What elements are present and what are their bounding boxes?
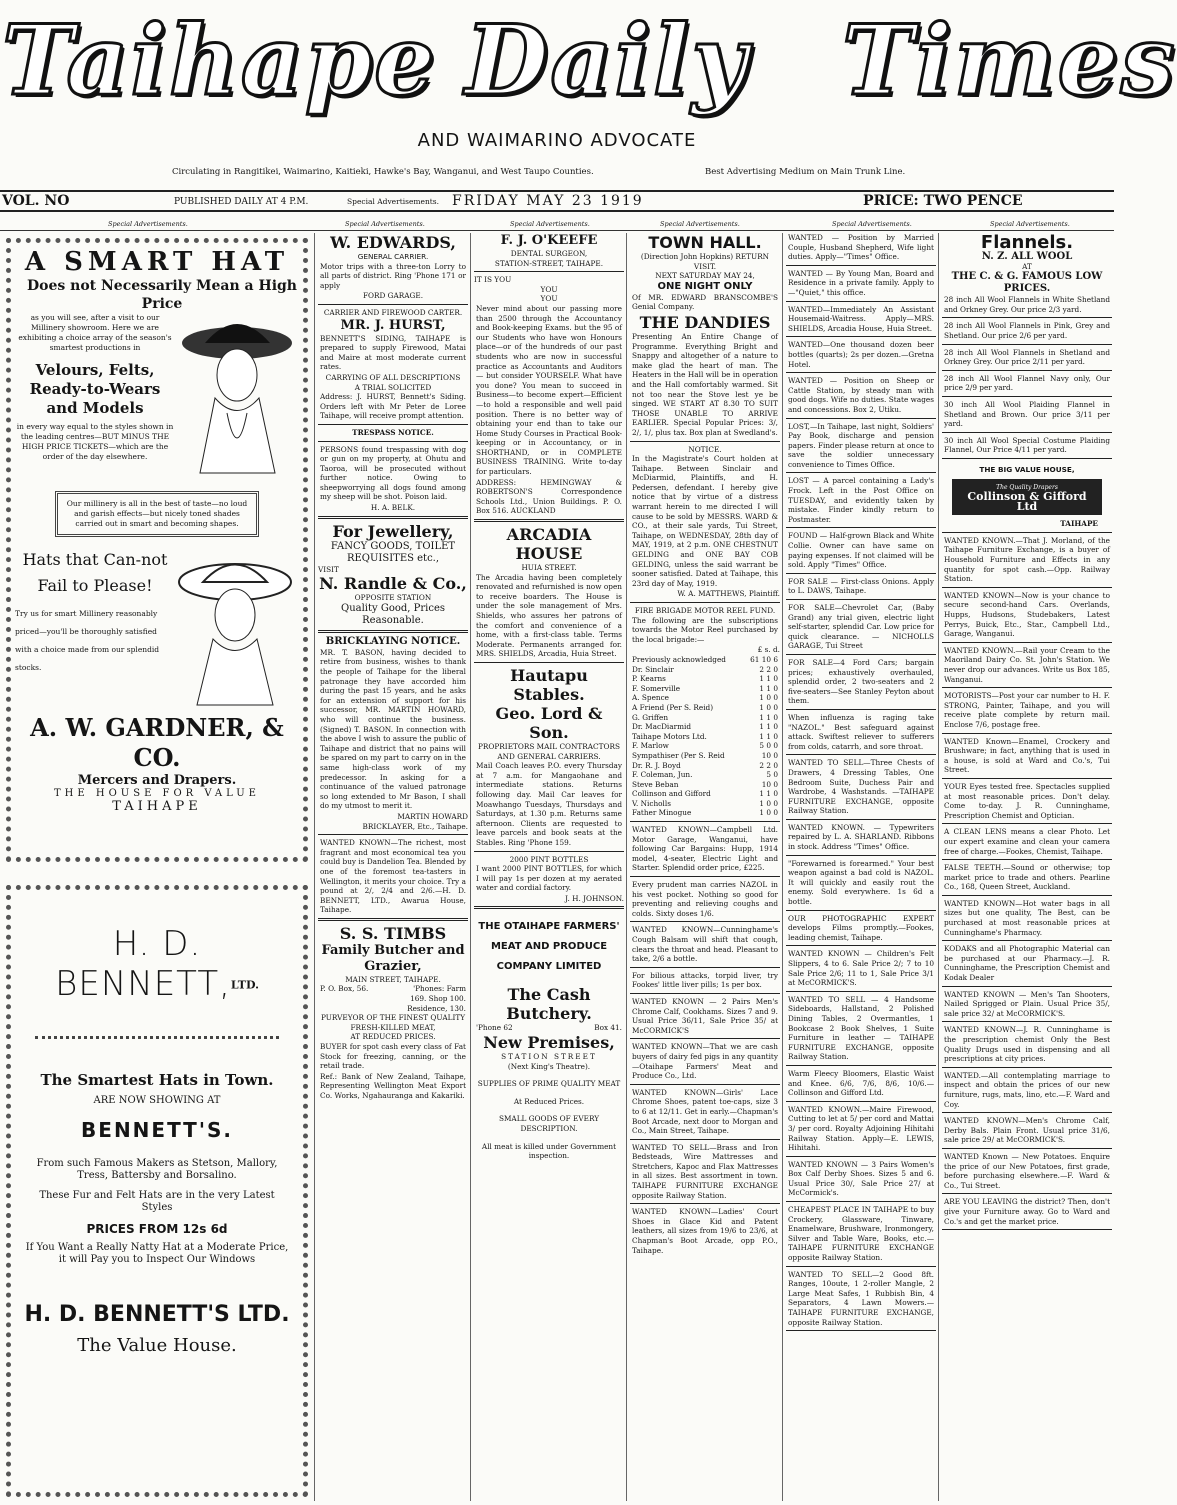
pills-ad: For bilious attacks, torpid liver, try Fookes' little liver pills; 1s per box. xyxy=(632,970,778,990)
pigs-ad: WANTED KNOWN—That we are cash buyers of dairy fed pigs in any quantity—Otaihape Farmers' Meat and Produce Co., Ltd. xyxy=(632,1042,778,1081)
campbell-ad: WANTED KNOWN—Campbell Ltd. Motor Garage, Wanganui, have following Car Bargains: Hupp, 1914 model, 4-seater, Electric Light and Starter. Splendid order price, £225. xyxy=(632,825,778,873)
bank-ref: Ref.: Bank of New Zealand, Taihape, Representing Wellington Meat Export Co. Works, Ngahauranga and Kakariki. xyxy=(320,1071,466,1100)
column-rule xyxy=(626,233,627,1501)
classified-ad: LOST,—In Taihape, last night, Soldiers' Pay Book, discharge and pension papers. Finder please return at once to save the soldier unnecessary convenience to Times Office. xyxy=(788,421,934,469)
girls-shoes-ad: WANTED KNOWN—Girls' Lace Chrome Shoes, patent toe-caps, size 3 to 6 at 12/11. Get in early.—Chapman's Boot Arcade, next door to Morgan and Co., Main Street, Taihape. xyxy=(632,1087,778,1136)
classified-ad: WANTED — Position on Sheep or Cattle Station, by steady man with good dogs. Wife no duties. State wages and concessions. Box 2, Utiku. xyxy=(788,376,934,414)
price-label: PRICE: TWO PENCE xyxy=(863,193,1023,209)
fire-row xyxy=(632,732,778,742)
government-inspection: All meat is killed under Government inspection. xyxy=(481,1141,617,1161)
classified-list xyxy=(786,233,936,1331)
fire-donor: F. Coleman, Jun. xyxy=(632,770,693,780)
fire-subscription-list xyxy=(630,655,780,818)
trespass-title: TRESPASS NOTICE. xyxy=(352,427,434,437)
fire-amount: 61 10 6 xyxy=(750,654,778,664)
fire-donor: Sympathiser (Per S. Reid xyxy=(632,750,725,760)
classified-ad: WANTED KNOWN — 3 Pairs Women's Box Calf Derby Shoes. Sizes 5 and 6. Usual Price 30/, Sale Price 27/ at McCormick's. xyxy=(788,1159,934,1198)
arcadia-house: ARCADIA HOUSE xyxy=(506,525,592,564)
classified-ad: 28 inch All Wool Flannels in Pink, Grey and Shetland. Our price 2/6 per yard. xyxy=(944,321,1110,340)
smart-hat-title: A SMART HAT xyxy=(24,247,290,277)
fire-donor: Father Minogue xyxy=(632,808,692,818)
classified-ad: WANTED KNOWN—Hot water bags in all sizes but one quality, The Best, can be purchased at most reasonable prices at Cunninghame's Pharmacy. xyxy=(944,898,1110,937)
classified-ad: WANTED — Position by Married Couple, Husband Shepherd, Wife light duties. Apply—"Times" Office. xyxy=(788,233,934,262)
fire-amount: 1 0 0 xyxy=(759,798,778,808)
bricklaying-title: BRICKLAYING NOTICE. xyxy=(325,635,461,647)
circulating-line: Circulating in Rangitikei, Waimarino, Kaitieki, Hawke's Bay, Wanganui, and West Taupo Counties. xyxy=(172,167,594,177)
small-goods: SMALL GOODS OF EVERY DESCRIPTION. xyxy=(498,1114,600,1134)
special-ads-top: Special Advertisements. xyxy=(347,197,440,206)
classified-ad: WANTED TO SELL — 4 Handsome Sideboards, Hallstand, 2 Polished Dining Tables, 2 Overmantles, 1 Bookcase 2 Book Shelves, 1 Suite Furniture in leather — TAIHAPE FURNITURE EXCHANGE, opposite Railway Station. xyxy=(788,994,934,1062)
okeefe-address: STATION-STREET, TAIHAPE. xyxy=(494,258,604,268)
cash-phone: 'Phone 62 xyxy=(476,1023,513,1033)
nazol-ad: Every prudent man carries NAZOL in his vest pocket. Nothing so good for preventing and relieving coughs and colds. Sixty doses 1/6. xyxy=(632,880,778,918)
fire-row xyxy=(632,741,778,751)
fire-donor: A Friend (Per S. Reid) xyxy=(632,702,714,712)
cash-butchery: The Cash Butchery. xyxy=(506,985,592,1024)
belk: H. A. BELK. xyxy=(370,503,416,513)
best-medium-line: Best Advertising Medium on Main Trunk Line. xyxy=(705,167,906,177)
famous-low-prices: THE C. & G. FAMOUS LOW PRICES. xyxy=(951,271,1103,295)
one-night-only: ONE NIGHT ONLY xyxy=(657,280,753,292)
column-2 xyxy=(318,233,468,1501)
lord-and-son: Geo. Lord & Son. xyxy=(495,703,603,742)
fire-brigade-title: FIRE BRIGADE MOTOR REEL FUND. xyxy=(634,606,776,615)
direction: (Direction John Hopkins) RETURN VISIT. xyxy=(640,252,770,271)
phones: 'Phones: Farm 169. Shop 100. Residence, 130. xyxy=(407,984,466,1013)
velours-body: in every way equal to the styles shown in the leading centres—BUT MINUS THE HIGH PRICE TICKETS—which are the order of the day elsewhere. xyxy=(16,422,174,461)
fire-amount: 10 0 xyxy=(761,779,778,789)
okeefe-name: F. J. O'KEEFE xyxy=(500,233,598,248)
edwards-name: W. EDWARDS, xyxy=(330,233,456,252)
fire-amount: 1 0 0 xyxy=(759,808,778,818)
company-of: Of MR. EDWARD BRANSCOMBE'S Genial Company. xyxy=(632,292,778,312)
it-is-you: IT IS YOU xyxy=(474,275,512,285)
pint-bottles-title: 2000 PINT BOTTLES xyxy=(509,854,589,864)
at-reduced: At Reduced Prices. xyxy=(513,1096,585,1106)
house-for-value: THE HOUSE FOR VALUE xyxy=(54,788,260,799)
jewellery: For Jewellery, xyxy=(332,521,454,541)
classified-ad: Warm Fleecy Bloomers, Elastic Waist and Knee. 6/6, 7/6, 8/6, 10/6.—Collinson and Gifford Ltd. xyxy=(788,1068,934,1098)
velours-heading: Velours, Felts, Ready-to-Wears and Models xyxy=(29,361,161,417)
fire-donor: F. Marlow xyxy=(632,741,669,751)
col6-classified-list xyxy=(942,536,1112,1230)
lady-hat-illustration-1 xyxy=(175,313,295,483)
bennett-advert xyxy=(6,885,308,1497)
natty-hat: If You Want a Really Natty Hat at a Moderate Price, it will Pay you to Inspect Our Windows xyxy=(25,1242,289,1265)
gardner-advert xyxy=(6,238,308,862)
johnson: J. H. JOHNSON. xyxy=(565,893,624,903)
classified-ad: YOUR Eyes tested free. Spectacles supplied at most reasonable prices. Don't delay. Come to-day. J. R. Cunninghame, Prescription Chemist and Optician. xyxy=(944,781,1110,820)
fire-row xyxy=(632,655,778,665)
trespass-body: PERSONS found trespassing with dog or gun on my property, at Ohutu and Taoroa, will be prosecuted without further notice. Owing to sheepworrying all dogs found among my sheep will be shot. Poison laid. xyxy=(320,444,466,502)
notice-title: NOTICE. xyxy=(688,444,722,454)
farmers-company: THE OTAIHAPE FARMERS' MEAT AND PRODUCE COMPANY LIMITED xyxy=(478,921,620,973)
fire-amount: 5 0 xyxy=(766,770,778,780)
fire-amount: 5 0 0 xyxy=(759,741,778,751)
column-rule xyxy=(782,233,783,1501)
fire-row xyxy=(632,693,778,703)
classified-ad: WANTED TO SELL—Three Chests of Drawers, 4 Dressing Tables, One Bedroom Suite, Duchess Pair and Wardrobe, 4 Washstands. —TAIHAPE FURNITURE EXCHANGE, opposite Railway Station. xyxy=(788,758,934,816)
lady-hat-illustration-2 xyxy=(175,547,295,707)
randle: N. Randle & Co., xyxy=(319,574,467,594)
column-6 xyxy=(942,233,1112,1501)
bennett-name: H. D. BENNETT, xyxy=(55,924,231,1004)
collinson-town: TAIHAPE xyxy=(1060,519,1098,529)
classified-ad: FALSE TEETH.—Sound or otherwise; top market price to trade and others. Pearline Co., 168, Queen Street, Auckland. xyxy=(944,863,1110,892)
ford-garage: FORD GARAGE. xyxy=(362,291,424,301)
fire-donor: V. Nicholls xyxy=(632,798,671,808)
next-kings: (Next King's Theatre). xyxy=(507,1061,591,1071)
fire-row xyxy=(632,789,778,799)
column-3 xyxy=(474,233,624,1501)
school-body: Never mind about our passing more than 2500 through the Accountancy and Book-keeping Exams. but the 95 of our Students who have won Honours place—or of the hundreds of our past students who are now in successful practice as Accountants and Auditors — but consider YOURSELF. What have you done? You mean to succeed in Business—to become expert—Efficient—to hold a responsible and well paid position. There is no better way of obtaining your end than to take our Home Study Courses in Practical Book-keeping or in Accountancy, or in SHORTHAND, or in COMPLETE BUSINESS TRAINING. Write to-day for particulars. xyxy=(476,303,622,477)
column-4 xyxy=(630,233,780,1501)
special-ads-label-4: Special Advertisements. xyxy=(660,220,740,228)
classified-ad: WANTED KNOWN.—Rail your Cream to the Maoriland Dairy Co. St. John's Station. We never drop our advances. Write us Box 185, Wanganui. xyxy=(944,645,1110,684)
special-ads-row xyxy=(0,220,1114,231)
bennetts-name: BENNETT'S. xyxy=(81,1118,233,1142)
masthead-times: Times xyxy=(842,4,1177,117)
classified-ad: 28 inch All Wool Flannels in White Shetland and Orkney Grey. Our price 2/3 yard. xyxy=(944,295,1110,314)
hat-body: as you will see, after a visit to our Millinery showroom. Here we are exhibiting a choice array of the season's smartest productions in xyxy=(18,313,172,352)
fire-amount: 1 1 0 xyxy=(759,712,778,722)
fire-donor: G. Griffen xyxy=(632,712,669,722)
classified-ad: "Forewarned is forearmed." Your best weapon against a bad cold is NAZOL. It will quickly and easily rout the enemy. Sold everywhere. 1s 6d a bottle. xyxy=(788,858,934,907)
masthead-taihape: Taihape xyxy=(2,4,438,117)
fancy-goods: FANCY GOODS, TOILET REQUISITES etc., xyxy=(330,540,456,564)
hurst-body: BENNETT'S SIDING, TAIHAPE is prepared to supply Firewood, Matai and Maire at most moderate current rates. xyxy=(320,333,466,372)
school-address: ADDRESS: HEMINGWAY & ROBERTSON'S Correspondence Schools Ltd., Union Buildings. P. O. Box 516. AUCKLAND xyxy=(476,477,622,516)
classified-ad: 30 inch All Wool Plaiding Flannel in Shetland and Brown. Our price 3/11 per yard. xyxy=(944,399,1110,429)
fire-row xyxy=(632,722,778,732)
classified-ad: FOR SALE—Chevrolet Car, (Baby Grand) any trial given, electric light self-starter, splendid Car. Low price for quick clearance. — NICHOLLS GARAGE, Tui Street xyxy=(788,603,934,651)
fire-donor: Dr. Sinclair xyxy=(632,664,674,674)
dandelion-tea: WANTED KNOWN—The richest, most fragrant and most economical tea you could buy is Dandelion Tea. Blended by one of the foremost tea-tasters in Wellington, it merits your choice. Try a pound at 2/, 2/4 and 2/6.—H. D. BENNETT, LTD., Awarua House, Taihape. xyxy=(320,838,466,915)
prime-meat: SUPPLIES OF PRIME QUALITY MEAT xyxy=(477,1079,621,1089)
classified-ad: WANTED Known — New Potatoes. Enquire the price of our New Potatoes, first grade, before purchasing elsewhere.—F. Ward & Co., Tui Street. xyxy=(944,1151,1110,1190)
fire-row xyxy=(632,808,778,818)
bedsteads-ad: WANTED TO SELL—Brass and Iron Bedsteads, Wire Mattresses and Stretchers, Kapoc and Flax Mattresses in all sizes. Best assortment in town. TAIHAPE FURNITURE EXCHANGE opposite Railway Station. xyxy=(632,1142,778,1200)
smartest-hats: The Smartest Hats in Town. xyxy=(40,1071,274,1089)
classified-ad: WANTED KNOWN — Men's Tan Shooters, Nailed Sprigged or Plain. Usual Price 35/, sale price 32/ at McCORMICK'S. xyxy=(944,989,1110,1018)
ladies-shoes-ad: WANTED KNOWN—Ladies' Court Shoes in Glace Kid and Patent leathers, all sizes from 19/6 to 23/6, at Chapman's Boot Arcade, opp P.O., Taihape. xyxy=(632,1207,778,1255)
dandies-body: Presenting An Entire Change of Programme. Everything Bright and Snappy and altogether of a nature to make glad the heart of man. The Heaters in the Hall will be in operation and the Hall comfortably warmed. Sit not too near the Stove lest ye be singed. WE START AT 8.30 TO SUIT THOSE UNABLE TO ARRIVE EARLIER. Special Popular Prices: 3/, 2/, 1/, plus tax. Box plan at Swedland's. xyxy=(632,331,778,437)
fire-row xyxy=(632,770,778,780)
date-label: FRIDAY MAY 23 1919 xyxy=(452,193,644,209)
column-5 xyxy=(786,233,936,1501)
classified-ad: WANTED—One thousand dozen beer bottles (quarts); 2s per dozen.—Gretna Hotel. xyxy=(788,340,934,369)
fire-donor: Collinson and Gifford xyxy=(632,789,711,799)
you: YOU xyxy=(540,284,558,294)
vol-no: VOL. NO xyxy=(2,193,70,209)
collinson-logo xyxy=(952,479,1102,516)
classified-ad: CHEAPEST PLACE IN TAIHAPE to buy Crockery, Glassware, Tinware, Enamelware, Brushware, Ironmongery, Silver and Table Ware, Books, etc.—TAIHAPE FURNITURE EXCHANGE opposite Railway Station. xyxy=(788,1205,934,1263)
fire-row xyxy=(632,713,778,723)
column-rule xyxy=(938,233,939,1501)
fire-intro: The following are the subscriptions towards the Motor Reel purchased by the local brigade:— xyxy=(632,615,778,644)
mercers-drapers: Mercers and Drapers. xyxy=(77,773,237,788)
bennett-ltd-2: H. D. BENNETT'S LTD. xyxy=(24,1302,290,1327)
millinery-box: Our millinery is all in the best of taste—no loud and garish effects—but nicely toned shades carried out in smart and becoming shapes. xyxy=(55,491,259,537)
next-saturday: NEXT SATURDAY MAY 24, xyxy=(655,271,755,281)
hurst-address: Address: J. HURST, Bennett's Siding. Orders left with Mr Peter de Loree Taihape, will receive prompt attention. xyxy=(320,392,466,421)
you-2: YOU xyxy=(540,294,558,304)
classified-ad: MOTORISTS—Post your car number to H. F. STRONG, Painter, Taihape, and you will receive plate complete by return mail. Enclose 7/6, postage free. xyxy=(944,691,1110,729)
fire-donor: A. Spence xyxy=(632,693,670,703)
bricklaying-body: MR. T. BASON, having decided to retire from business, wishes to thank the people of Taihape for the liberal patronage they have accorded him during the past 15 years, and he asks for an extension of support for his successor, MR. MARTIN HOWARD, who will continue the business. (Signed) T. BASON. In connection with the above I wish to assure the public of Taihape and district that no pains will be spared on my part to carry on in the same high-class work of my predecessor. In asking for a continuance of the valued patronage so long extended to Mr Bason, I shall do my utmost to merit it. xyxy=(320,647,466,811)
masthead-daily: Daily xyxy=(465,4,750,117)
fire-amount: 1 1 0 xyxy=(759,789,778,799)
pint-bottles-body: I want 2000 PINT BOTTLES, for which I will pay 1s per dozen at my aerated water and cordial factory. xyxy=(476,864,622,893)
classified-ad: WANTED KNOWN—J. R. Cunninghame is the prescription chemist Only the Best Quality Drugs used in dispensing and all prescriptions at city prices. xyxy=(944,1025,1110,1064)
classified-ad: A CLEAN LENS means a clear Photo. Let our expert examine and clean your camera free of charge.—Fookes, Chemist, Taihape. xyxy=(944,827,1110,856)
carrying: CARRYING OF ALL DESCRIPTIONS xyxy=(325,372,461,382)
family-butcher: Family Butcher and Grazier, xyxy=(321,942,465,974)
fire-row xyxy=(632,761,778,771)
classified-ad: WANTED — By Young Man, Board and Residence in a private family. Apply to—"Quiet," this office. xyxy=(788,268,934,297)
cash-box: Box 41. xyxy=(594,1023,622,1033)
special-ads-label-2: Special Advertisements. xyxy=(345,220,425,228)
buyer: BUYER for spot cash every class of Fat Stock for freezing, canning, or the retail trade. xyxy=(320,1042,466,1071)
flannel-items xyxy=(942,295,1112,459)
fire-donor: Previously acknowledged xyxy=(632,654,726,664)
visit: VISIT xyxy=(318,564,339,574)
proprietors: PROPRIETORS MAIL CONTRACTORS AND GENERAL CARRIERS. xyxy=(478,741,620,761)
classified-ad: ARE YOU LEAVING the district? Then, don't give your Furniture away. Go to Ward and Co.'s and get the market price. xyxy=(944,1197,1110,1226)
edwards-body: Motor trips with a three-ton Lorry to all parts of district. Ring 'Phone 171 or apply xyxy=(320,261,466,290)
gardner-town: TAIHAPE xyxy=(112,799,202,814)
now-showing: ARE NOW SHOWING AT xyxy=(93,1095,221,1106)
classified-ad: WANTED KNOWN. — Typewriters repaired by L. A. SHARLAND. Ribbons in stock. Address "Times" Office. xyxy=(788,822,934,852)
hautapu-stables: Hautapu Stables. xyxy=(510,665,588,704)
classified-ad: KODAKS and all Photographic Material can be purchased at our Pharmacy.—J. R. Cunninghame, the Prescription Chemist and Kodak Dealer xyxy=(944,944,1110,983)
fire-amount: 1 1 0 xyxy=(759,722,778,732)
fire-row xyxy=(632,751,778,761)
fire-donor: P. Kearns xyxy=(632,674,666,684)
fire-amount: 1 1 0 xyxy=(759,683,778,693)
fire-row xyxy=(632,780,778,790)
fur-felt: These Fur and Felt Hats are in the very Latest Styles xyxy=(39,1190,275,1213)
arcadia-body: The Arcadia having been completely renovated and refurnished is now open to receive boarders. The House is under the sole management of Mrs. Shields, who assures her patrons of the comfort and convenience of a home, with a first-class table. Terms Moderate. Permanents arranged for. MRS. SHIELDS, Arcadia, Huia Street. xyxy=(476,572,622,659)
the-dandies: THE DANDIES xyxy=(639,312,771,332)
classified-ad: WANTED—Immediately An Assistant Housemaid-Waitress. Apply—MRS. SHIELDS, Arcadia House, Huia Street. xyxy=(788,304,934,333)
quality-drapers: The Quality Drapers xyxy=(996,483,1058,491)
classified-ad: WANTED KNOWN.—Maire Firewood, Cutting to let at 5/ per cord and Mattai 3/ per cord. Royalty Adjoining Hihitahi Railway Station. Apply—E. LEWIS, Hihitahi. xyxy=(788,1104,934,1153)
classified-ad: 28 inch All Wool Flannel Navy only, Our price 2/9 per yard. xyxy=(944,373,1110,393)
howard-name: MARTIN HOWARD xyxy=(397,811,468,821)
fire-row xyxy=(632,674,778,684)
famous-makers: From such Famous Makers as Stetson, Mallory, Tress, Battersby and Borsalino. xyxy=(36,1158,278,1181)
fire-donor: Steve Beban xyxy=(632,779,679,789)
fire-amount: 2 2 0 xyxy=(759,664,778,674)
main-street: MAIN STREET, TAIHAPE. xyxy=(345,974,441,984)
reduced-prices: AT REDUCED PRICES. xyxy=(350,1032,436,1042)
classified-ad: OUR PHOTOGRAPHIC EXPERT develops Films promptly.—Fookes, leading chemist, Taihape. xyxy=(788,913,934,942)
column-rule xyxy=(314,233,315,1501)
classified-ad: WANTED KNOWN.—That J. Morland, of the Taihape Furniture Exchange, is a buyer of Household Furniture and Effects in any quantity for spot cash.—Opp. Railway Station. xyxy=(944,535,1110,584)
big-value-house: THE BIG VALUE HOUSE, xyxy=(979,464,1075,474)
smart-hat-subtitle: Does not Necessarily Mean a High Price xyxy=(27,278,297,312)
column-rule xyxy=(470,233,471,1501)
classified-ad: WANTED TO SELL—2 Good 8ft. Ranges, 10oute, 1 2-roller Mangle, 2 Large Meat Safes, 1 Rubbish Bin, 4 Separators, 4 Lawn Mowers.—TAIHAPE FURNITURE EXCHANGE, opposite Railway Station. xyxy=(788,1269,934,1327)
fire-donor: Dr. MacDiarmid xyxy=(632,722,692,732)
fire-amount: 1 1 0 xyxy=(759,674,778,684)
classified-ad: 30 inch All Wool Special Costume Plaiding Flannel, Our Price 4/11 per yard. xyxy=(944,435,1110,455)
fire-amount: 2 2 0 xyxy=(759,760,778,770)
classified-ad: WANTED KNOWN—Men's Chrome Calf, Derby Bals. Plain Front. Usual price 31/6, sale price 29/ at McCORMICK'S. xyxy=(944,1116,1110,1145)
howard-title: BRICKLAYER, Etc., Taihape. xyxy=(362,821,468,831)
new-premises: New Premises, xyxy=(483,1033,615,1053)
value-house: The Value House. xyxy=(77,1335,237,1356)
classified-ad: WANTED KNOWN — Children's Felt Slippers, 4 to 6. Sale Price 2/; 7 to 10 Sale Price 2/6; 11 to 1, Sale Price 3/1 at McCORMICK'S. xyxy=(788,949,934,988)
special-ads-label-6: Special Advertisements. xyxy=(990,220,1070,228)
classified-ad: FOR SALE — First-class Onions. Apply to L. DAWS, Taihape. xyxy=(788,576,934,596)
fire-cols: £ s. d. xyxy=(757,645,780,655)
town-hall: TOWN HALL. xyxy=(648,233,762,252)
classified-ad: WANTED KNOWN—Now is your chance to secure second-hand Cars. Overlands, Hupps, Hudsons, Studebakers, Latest Perrys, Buick, Etc., Star., Campbell Ltd., Garage, Wanganui. xyxy=(944,590,1110,639)
bennett-ltd: LTD. xyxy=(230,978,259,992)
quality-good: Quality Good, Prices Reasonable. xyxy=(341,602,445,626)
ornament-rule xyxy=(35,1036,279,1039)
hurst-name: MR. J. HURST, xyxy=(340,317,446,333)
purveyor: PURVEYOR OF THE FINEST QUALITY FRESH-KILLED MEAT, xyxy=(320,1013,466,1032)
fire-amount: 1 1 0 xyxy=(759,731,778,741)
classified-ad: When influenza is raging take "NAZOL." Best safeguard against attack. Swiftest reliever to sufferers from colds, catarrh, and sore throat. xyxy=(788,712,934,751)
classified-ad: LOST — A parcel containing a Lady's Frock. Left in the Post Office on TUESDAY, and evidently taken by mistake. Finder kindly return to Postmaster. xyxy=(788,476,934,524)
published-daily: PUBLISHED DAILY AT 4 P.M. xyxy=(174,197,309,207)
opposite-station: OPPOSITE STATION xyxy=(354,593,432,603)
fire-row xyxy=(632,799,778,809)
trial: A TRIAL SOLICITED xyxy=(354,382,432,392)
prices-from: PRICES FROM 12s 6d xyxy=(86,1222,228,1236)
timbs-name: S. S. TIMBS xyxy=(339,923,447,943)
notice-body: In the Magistrate's Court holden at Taihape. Between Sinclair and McDiarmid, Plaintiffs, and H. Pedersen, defendant. I hereby give notice that by virtue of a distress warrant herein to me directed I will cause to be sold by MESSRS. WARD & CO., at their sale yards, Tui Street, Taihape, on WEDNESDAY, 28th day of MAY, 1919, at 2 p.m. ONE CHESTNUT GELDING and ONE BAY COB GELDING, unless the said warrant be sooner satisfied. Dated at Taihape, this 23rd day of May, 1919. xyxy=(632,454,778,588)
carrier-firewood: CARRIER AND FIREWOOD CARTER. xyxy=(323,307,463,317)
masthead-subtitle: AND WAIMARINO ADVOCATE xyxy=(417,130,697,151)
cant-fail-heading: Hats that Can-not Fail to Please! xyxy=(22,550,168,595)
huia-street: HUIA STREET. xyxy=(521,563,577,573)
gardner-name: A. W. GARDNER, & CO. xyxy=(30,713,284,772)
flannels-at: AT xyxy=(1022,261,1032,271)
boots-ad: WANTED KNOWN — 2 Pairs Men's Chrome Calf, Cookhams. Sizes 7 and 9. Usual Price 36/11, Sale Price 35/ at McCORMICK'S xyxy=(632,996,778,1035)
flannels-title: Flannels. xyxy=(980,232,1074,253)
special-ads-label-3: Special Advertisements. xyxy=(510,220,590,228)
fire-donor: Taihape Motors Ltd. xyxy=(632,731,707,741)
station-street: STATION STREET xyxy=(501,1052,597,1062)
special-ads-label-5: Special Advertisements. xyxy=(832,220,912,228)
classified-ad: FOR SALE—4 Ford Cars; bargain prices; exhaustively overhauled, splendid order, 2 two-seaters and 2 five-seaters—See Stanley Peyton about them. xyxy=(788,657,934,706)
cough-ad: WANTED KNOWN—Cunninghame's Cough Balsam will shift that cough, clears the throat and head. Pleasant to take, 2/6 a bottle. xyxy=(632,925,778,964)
fire-donor: Dr. R. J. Boyd xyxy=(632,760,681,770)
classified-ad: 28 inch All Wool Flannels in Shetland and Orkney Grey. Our price 2/11 per yard. xyxy=(944,347,1110,367)
fire-row xyxy=(632,703,778,713)
try-us-body: Try us for smart Millinery reasonably priced—you'll be thoroughly satisfied with a choice made from our splendid stocks. xyxy=(15,609,160,672)
collinson-name: Collinson & Gifford Ltd xyxy=(967,490,1087,513)
nz-all-wool: N. Z. ALL WOOL xyxy=(981,251,1073,262)
dental-surgeon: DENTAL SURGEON, xyxy=(510,249,588,258)
classified-ad: WANTED.—All contemplating marriage to inspect and obtain the prices of our new furniture, rugs, mats, lino, etc.—F. Ward and Coy. xyxy=(944,1070,1110,1109)
fire-amount: 1 0 0 xyxy=(759,702,778,712)
fire-amount: 10 0 xyxy=(761,750,778,760)
matthews: W. A. MATTHEWS, Plaintiff. xyxy=(677,589,780,599)
fire-donor: F. Somerville xyxy=(632,683,681,693)
fire-row xyxy=(632,665,778,675)
fire-amount: 1 0 0 xyxy=(759,693,778,703)
special-ads-label-1: Special Advertisements. xyxy=(108,220,188,228)
lord-body: Mail Coach leaves P.O. every Thursday at 7 a.m. for Mangaohane and intermediate stations. Returns following day. Mail Car leaves for Moawhango Tuesdays, Thursdays and Saturdays, at 1.30 p.m. Returns same afternoon. Clients are requested to leave parcels and book seats at the Stables. Ring 'Phone 159. xyxy=(476,761,622,847)
classified-ad: FOUND — Half-grown Black and White Collie. Owner can have same on paying expenses. If not claimed will be sold. Apply "Times" Office. xyxy=(788,531,934,570)
po-box: P. O. Box, 56. xyxy=(320,984,369,994)
fire-row xyxy=(632,684,778,694)
classified-ad: WANTED Known—Enamel, Crockery and Brushware; in fact, anything that is used in a house, is sold at Ward and Co.'s, Tui Street. xyxy=(944,736,1110,775)
general-carrier: GENERAL CARRIER. xyxy=(357,252,429,261)
